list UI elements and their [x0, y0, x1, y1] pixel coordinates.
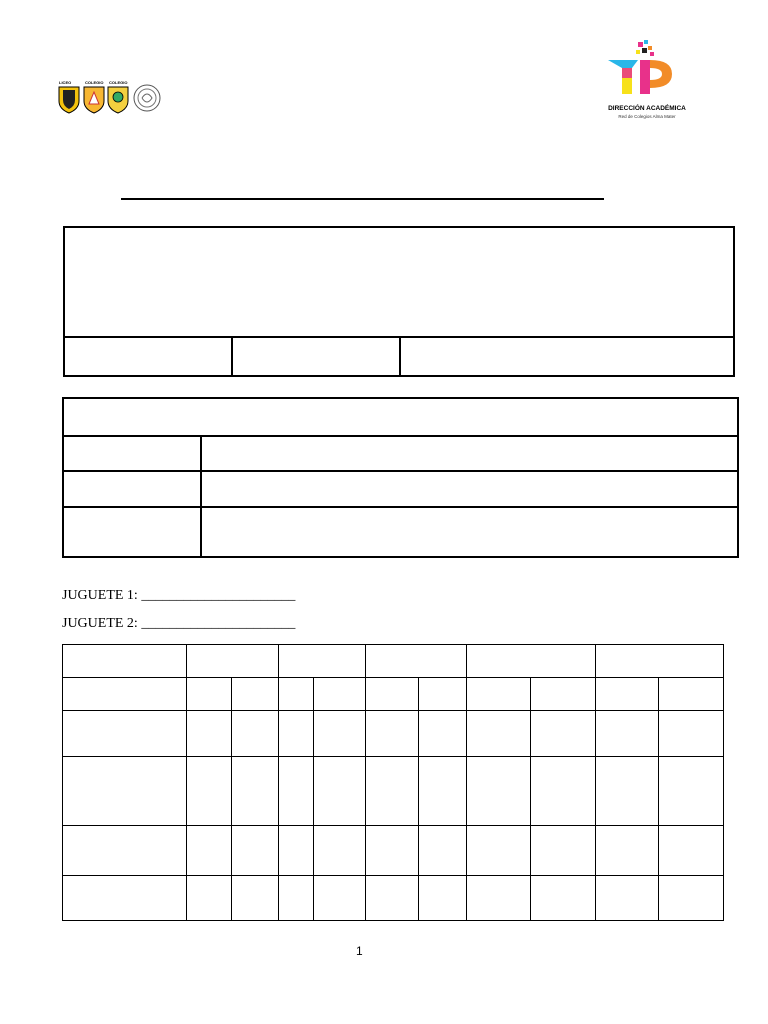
grid-row — [63, 876, 724, 921]
grid-cell[interactable] — [419, 876, 467, 921]
grid-row — [63, 826, 724, 876]
grid-cell[interactable] — [366, 826, 419, 876]
grid-cell[interactable] — [596, 876, 659, 921]
svg-text:COLEGIO: COLEGIO — [85, 80, 104, 85]
grid-cell[interactable] — [366, 711, 419, 757]
logo-subcaption: Red de Colegios Alma Mater — [618, 114, 676, 119]
grid-cell[interactable] — [467, 757, 531, 826]
school-logos — [56, 78, 166, 114]
grid-cell[interactable] — [63, 757, 187, 826]
grid-cell[interactable] — [314, 711, 366, 757]
grid-cell[interactable] — [659, 826, 724, 876]
svg-text:COLEGIO: COLEGIO — [109, 80, 128, 85]
grid-group-header[interactable] — [187, 645, 279, 678]
grid-cell[interactable] — [419, 826, 467, 876]
toy-1-label: JUGUETE 1: — [62, 588, 138, 603]
grid-cell[interactable] — [63, 876, 187, 921]
grid-group-header[interactable] — [366, 645, 467, 678]
grid-cell[interactable] — [187, 757, 232, 826]
grid-cell[interactable] — [531, 876, 596, 921]
grid-cell[interactable] — [279, 876, 314, 921]
grid-cell[interactable] — [531, 757, 596, 826]
grid-cell[interactable] — [659, 757, 724, 826]
grid-row — [63, 757, 724, 826]
info-table-2-divider-3 — [64, 506, 737, 508]
school-shields-icon — [56, 78, 166, 114]
title-underline — [121, 198, 604, 200]
grid-group-header[interactable] — [467, 645, 596, 678]
logo-caption: DIRECCIÓN ACADÉMICA — [608, 105, 686, 112]
grid-cell[interactable] — [596, 678, 659, 711]
page-number: 1 — [356, 944, 363, 958]
grid-cell[interactable] — [232, 757, 279, 826]
grid-cell[interactable] — [531, 826, 596, 876]
grid-cell[interactable] — [467, 678, 531, 711]
info-table-2-divider-1 — [64, 435, 737, 437]
grid-cell[interactable] — [467, 826, 531, 876]
grid-cell[interactable] — [467, 711, 531, 757]
grid-cell[interactable] — [531, 711, 596, 757]
grid-group-header[interactable] — [279, 645, 366, 678]
grid-cell[interactable] — [366, 678, 419, 711]
tp-logo-icon — [600, 38, 690, 104]
info-table-1-cell-2[interactable] — [233, 336, 401, 375]
direccion-academica-logo — [600, 38, 690, 128]
grid-cell[interactable] — [596, 711, 659, 757]
grid-cell[interactable] — [314, 678, 366, 711]
grid-cell[interactable] — [63, 711, 187, 757]
grid-cell[interactable] — [232, 876, 279, 921]
grid-cell[interactable] — [279, 678, 314, 711]
grid-cell[interactable] — [659, 876, 724, 921]
toy-2-value[interactable]: ______________________ — [141, 616, 296, 631]
grid-cell[interactable] — [419, 757, 467, 826]
toy-line-2[interactable] — [62, 616, 295, 632]
info-table-1 — [63, 226, 735, 377]
grid-cell[interactable] — [187, 826, 232, 876]
grid-cell[interactable] — [467, 876, 531, 921]
grid-cell[interactable] — [419, 711, 467, 757]
info-table-1-header-cell[interactable] — [65, 228, 733, 338]
grid-cell[interactable] — [187, 876, 232, 921]
grid-cell[interactable] — [419, 678, 467, 711]
grid-cell[interactable] — [531, 678, 596, 711]
grid-cell[interactable] — [366, 876, 419, 921]
svg-text:LICEO: LICEO — [59, 80, 72, 85]
grid-cell[interactable] — [232, 678, 279, 711]
grid-cell[interactable] — [187, 711, 232, 757]
info-table-2-divider-2 — [64, 470, 737, 472]
info-table-1-cell-1[interactable] — [65, 336, 233, 375]
info-table-2-column-divider — [200, 436, 202, 556]
grid-subheader-row — [63, 678, 724, 711]
grid-cell[interactable] — [596, 826, 659, 876]
grid-cell[interactable] — [63, 678, 187, 711]
toy-1-value[interactable]: ______________________ — [141, 588, 296, 603]
grid-cell[interactable] — [659, 711, 724, 757]
toy-line-1[interactable] — [62, 588, 295, 604]
grid-header-row — [63, 645, 724, 678]
grid-corner-cell[interactable] — [63, 645, 187, 678]
grid-cell[interactable] — [366, 757, 419, 826]
toy-2-label: JUGUETE 2: — [62, 616, 138, 631]
grid-group-header[interactable] — [596, 645, 724, 678]
grid-row — [63, 711, 724, 757]
grid-cell[interactable] — [279, 826, 314, 876]
info-table-2 — [62, 397, 739, 558]
grid-cell[interactable] — [279, 757, 314, 826]
grid-cell[interactable] — [314, 876, 366, 921]
grid-cell[interactable] — [314, 757, 366, 826]
grid-cell[interactable] — [187, 678, 232, 711]
grid-cell[interactable] — [63, 826, 187, 876]
grid-cell[interactable] — [232, 826, 279, 876]
grid-cell[interactable] — [232, 711, 279, 757]
grid-cell[interactable] — [314, 826, 366, 876]
grid-cell[interactable] — [659, 678, 724, 711]
grid-cell[interactable] — [279, 711, 314, 757]
grid-cell[interactable] — [596, 757, 659, 826]
comparison-grid — [62, 644, 724, 921]
